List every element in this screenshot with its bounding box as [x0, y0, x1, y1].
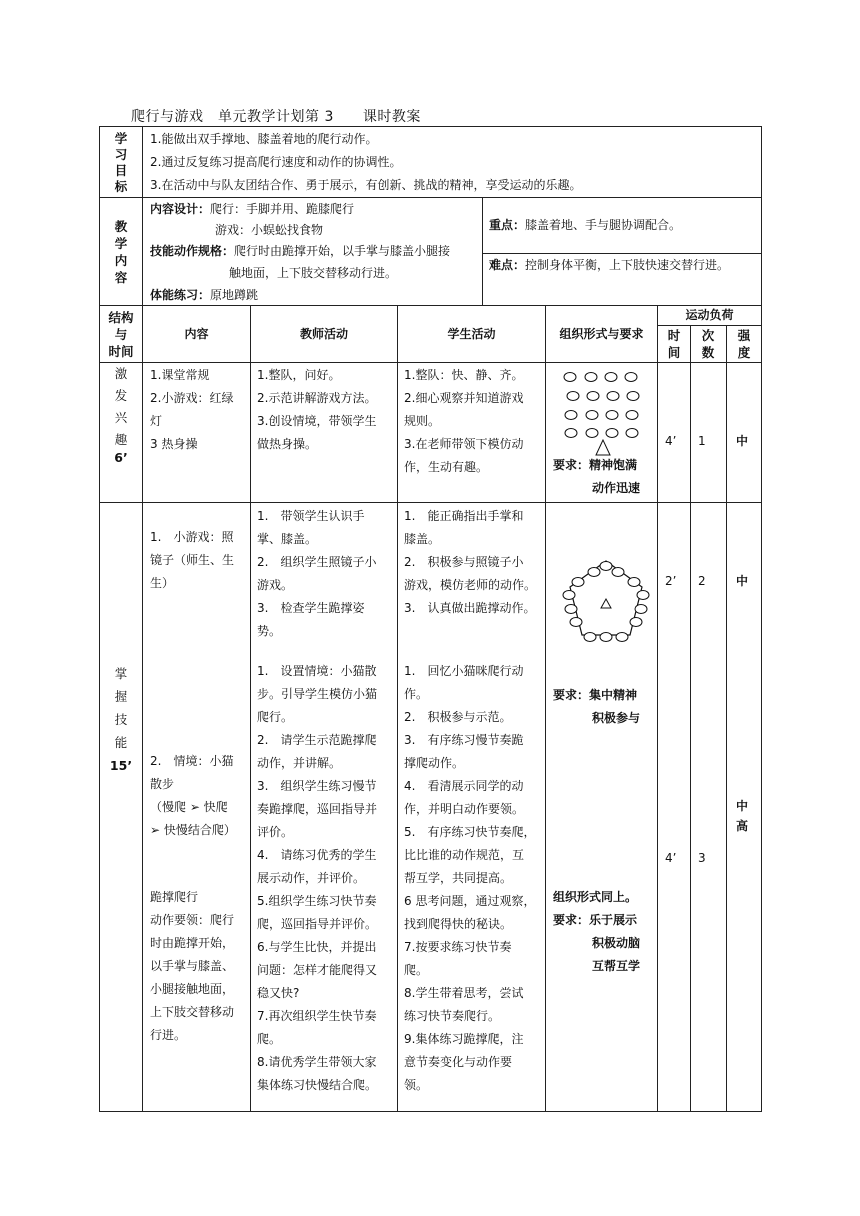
teacher-line: 3. 组织学生练习慢节 [257, 779, 377, 793]
content-line: 灯 [150, 414, 163, 428]
teacher-line: 4. 请练习优秀的学生 [257, 848, 377, 862]
content-line: 3 热身操 [150, 437, 198, 451]
section1-student [404, 364, 523, 479]
header-organization: 组织形式与要求 [559, 327, 644, 341]
teacher-line: 问题：怎样才能爬得又 [257, 963, 378, 977]
content-line: 动作要领：爬行 [150, 913, 235, 927]
student-marker [584, 633, 596, 642]
design-text-1: 爬行：手脚并用、跪膝爬行 [210, 202, 355, 216]
content-label [111, 218, 131, 286]
teacher-line: 掌、膝盖。 [257, 532, 318, 546]
student-marker [616, 633, 628, 642]
skill-line-1 [150, 240, 450, 263]
content-line: 小腿接触地面， [150, 982, 235, 996]
teacher-line: 做热身操。 [257, 437, 318, 451]
section2-content-a [150, 526, 234, 595]
teacher-line: 8.请优秀学生带领大家 [257, 1055, 377, 1069]
header-text: 时 [667, 328, 681, 343]
student-marker [628, 578, 640, 587]
student-line: 规则。 [404, 414, 441, 428]
student-marker [586, 411, 598, 420]
difficulty-point [489, 254, 729, 277]
teacher-line: 势。 [257, 624, 282, 638]
section2-time-a: 2’ [665, 574, 677, 588]
label-char: 发 [114, 388, 128, 403]
student-marker [587, 392, 599, 401]
label-char: 内 [114, 253, 128, 268]
section1-count: 1 [698, 434, 706, 448]
teacher-line: 展示动作，并评价。 [257, 871, 366, 885]
content-line: 生） [150, 576, 175, 590]
teacher-line: 步。引导学生模仿小猫 [257, 687, 378, 701]
label-char: 兴 [114, 410, 128, 425]
label-char: 学 [114, 131, 128, 146]
student-marker [586, 429, 598, 438]
student-marker [570, 618, 582, 627]
requirement-text: 精神饱满 [589, 458, 638, 472]
student-line: 3. 有序练习慢节奏跪 [404, 733, 524, 747]
teacher-line: 游戏。 [257, 578, 294, 592]
formation-pentagon-diagram [558, 555, 654, 647]
content-line: 时由跪撑开始， [150, 936, 235, 950]
student-line: 帮互学，共同提高。 [404, 871, 513, 885]
section2-count-b: 3 [698, 851, 706, 865]
section2-requirement-b [553, 909, 637, 932]
teacher-line: 2. 组织学生照镜子小 [257, 555, 377, 569]
student-marker [605, 373, 617, 382]
content-line: 1.课堂常规 [150, 368, 210, 382]
section1-intensity: 中 [736, 434, 749, 448]
skill-text-1: 爬行时由跪撑开始，以手掌与膝盖小腿接 [234, 244, 451, 258]
student-marker [600, 562, 612, 571]
student-marker [564, 373, 576, 382]
content-line: 镜子（师生、生 [150, 553, 235, 567]
header-text: 时间 [108, 344, 134, 359]
student-marker [600, 633, 612, 642]
requirement-label: 要求： [553, 913, 590, 927]
section2-requirement-a-2: 积极参与 [592, 711, 641, 725]
design-label: 内容设计： [150, 202, 211, 216]
student-line: 比比谁的动作规范，互 [404, 848, 525, 862]
header-text: 数 [701, 345, 715, 360]
student-line: 7.按要求练习快节奏 [404, 940, 512, 954]
student-line: 作，生动有趣。 [404, 460, 489, 474]
section2-intensity-b: 中 高 [736, 799, 749, 833]
student-line: 3. 认真做出跪撑动作。 [404, 601, 536, 615]
skill-line-2: 触地面，上下肢交替移动行进。 [229, 266, 398, 280]
section2-requirement-b-3: 互帮互学 [592, 959, 641, 973]
student-line: 爬。 [404, 963, 429, 977]
header-count [698, 327, 718, 361]
teacher-line: 7.再次组织学生快节奏 [257, 1009, 377, 1023]
teacher-line: 爬，巡回指导并评价。 [257, 917, 378, 931]
student-line: 练习快节奏爬行。 [404, 1009, 501, 1023]
design-line-1 [150, 198, 354, 221]
label-char: 习 [114, 147, 128, 162]
teacher-line: 稳又快? [257, 986, 300, 1000]
objective-item: 1.能做出双手撑地、膝盖着地的爬行动作。 [150, 132, 378, 146]
section-duration: 6’ [114, 450, 128, 465]
difficulty-label: 难点： [489, 258, 526, 272]
teacher-line: 爬行。 [257, 710, 294, 724]
student-marker [607, 392, 619, 401]
requirement-text: 乐于展示 [589, 913, 638, 927]
student-marker [612, 568, 624, 577]
fitness-label: 体能练习： [150, 288, 211, 302]
student-line: 5. 有序练习快节奏爬， [404, 825, 536, 839]
content-line: 跪撑爬行 [150, 890, 199, 904]
header-text: 度 [737, 345, 751, 360]
student-line: 1. 回忆小猫咪爬行动 [404, 664, 524, 678]
label-char: 能 [114, 735, 128, 750]
label-char: 容 [114, 270, 128, 285]
teacher-line: 奏跪撑爬，巡回指导并 [257, 802, 378, 816]
section1-content [150, 364, 233, 456]
label-char: 目 [114, 163, 128, 178]
header-intensity [734, 327, 754, 361]
label-char: 教 [114, 219, 128, 234]
student-marker [637, 591, 649, 600]
section2-count-a: 2 [698, 574, 706, 588]
header-structure [101, 309, 141, 360]
section2-label [106, 662, 136, 777]
label-char: 握 [114, 689, 128, 704]
objective-item: 3.在活动中与队友团结合作、勇于展示，有创新、挑战的精神，享受运动的乐趣。 [150, 178, 582, 192]
student-line: 膝盖。 [404, 532, 441, 546]
student-marker [565, 429, 577, 438]
teacher-line: 1. 设置情境：小猫散 [257, 664, 377, 678]
content-line: 2. 情境：小猫 [150, 754, 234, 768]
teacher-line: 3.创设情境，带领学生 [257, 414, 377, 428]
header-student: 学生活动 [447, 327, 496, 341]
label-char: 学 [114, 236, 128, 251]
teacher-marker [601, 599, 611, 608]
section2-student-b [404, 660, 535, 1097]
label-char: 掌 [114, 666, 128, 681]
section1-requirement [553, 454, 637, 477]
header-text: 强 [737, 328, 751, 343]
student-line: 1.整队：快、静、齐。 [404, 368, 524, 382]
teacher-line: 动作，并讲解。 [257, 756, 342, 770]
student-marker [606, 411, 618, 420]
section2-requirement-a [553, 684, 637, 707]
student-marker [606, 429, 618, 438]
section-duration: 15’ [109, 758, 133, 773]
student-marker [630, 618, 642, 627]
teacher-line: 评价。 [257, 825, 294, 839]
fitness-text: 原地蹲跳 [210, 288, 259, 302]
label-char: 标 [114, 179, 128, 194]
student-marker [627, 392, 639, 401]
objectives-label [111, 131, 131, 195]
content-line: 行进。 [150, 1028, 187, 1042]
requirement-text: 集中精神 [589, 688, 638, 702]
content-line: ➢ 快慢结合爬） [150, 823, 236, 837]
label-char: 技 [114, 712, 128, 727]
objective-item: 2.通过反复练习提高爬行速度和动作的协调性。 [150, 155, 402, 169]
key-label: 重点： [489, 218, 526, 232]
teacher-line: 集体练习快慢结合爬。 [257, 1078, 378, 1092]
student-marker [626, 411, 638, 420]
label-char: 趣 [114, 432, 128, 447]
section2-student-a [404, 505, 536, 620]
student-line: 撑爬动作。 [404, 756, 465, 770]
section2-content-c [150, 886, 234, 1047]
section2-intensity-a: 中 [736, 574, 749, 588]
student-line: 8.学生带着思考，尝试 [404, 986, 524, 1000]
header-time [664, 327, 684, 361]
section2-requirement-b-2: 积极动脑 [592, 936, 641, 950]
section1-label [106, 363, 136, 465]
section1-time: 4’ [665, 434, 677, 448]
header-text: 次 [701, 328, 715, 343]
student-marker [585, 373, 597, 382]
student-line: 2. 积极参与示范。 [404, 710, 512, 724]
student-line: 9.集体练习跪撑爬，注 [404, 1032, 524, 1046]
student-marker [565, 605, 577, 614]
student-line: 作。 [404, 687, 429, 701]
teacher-line: 3. 检查学生跪撑姿 [257, 601, 365, 615]
section2-teacher-b [257, 660, 377, 1097]
formation-grid-diagram [560, 370, 650, 460]
teacher-line: 爬。 [257, 1032, 282, 1046]
label-char: 激 [114, 366, 128, 381]
student-line: 2.细心观察并知道游戏 [404, 391, 524, 405]
student-line: 意节奏变化与动作要 [404, 1055, 513, 1069]
content-line: 1. 小游戏：照 [150, 530, 234, 544]
student-line: 找到爬得快的秘诀。 [404, 917, 513, 931]
teacher-line: 1.整队，问好。 [257, 368, 341, 382]
section2-content-b [150, 750, 236, 842]
student-marker [635, 605, 647, 614]
header-text: 与 [114, 327, 128, 342]
student-marker [565, 411, 577, 420]
content-line: （慢爬 ➢ 快爬 [150, 800, 228, 814]
student-line: 6 思考问题，通过观察， [404, 894, 536, 908]
section1-requirement-2: 动作迅速 [592, 481, 641, 495]
header-teacher: 教师活动 [299, 327, 348, 341]
key-point [489, 214, 681, 237]
student-marker [588, 568, 600, 577]
content-line: 2.小游戏：红绿 [150, 391, 234, 405]
header-text: 结构 [108, 310, 134, 325]
content-line: 以手掌与膝盖、 [150, 959, 235, 973]
section2-teacher-a [257, 505, 376, 643]
student-line: 4. 看清展示同学的动 [404, 779, 524, 793]
teacher-line: 2. 请学生示范跪撑爬 [257, 733, 377, 747]
teacher-line: 6.与学生比快，并提出 [257, 940, 377, 954]
design-line-2: 游戏：小蜈蚣找食物 [215, 223, 324, 237]
student-marker [626, 429, 638, 438]
student-marker [567, 392, 579, 401]
student-marker [572, 578, 584, 587]
student-line: 作，并明白动作要领。 [404, 802, 525, 816]
header-load: 运动负荷 [685, 308, 734, 322]
teacher-line: 1. 带领学生认识手 [257, 509, 365, 523]
requirement-label: 要求： [553, 458, 590, 472]
key-text: 膝盖着地、手与腿协调配合。 [525, 218, 682, 232]
student-line: 游戏，模仿老师的动作。 [404, 578, 537, 592]
student-line: 领。 [404, 1078, 429, 1092]
teacher-line: 5.组织学生练习快节奏 [257, 894, 377, 908]
student-line: 2. 积极参与照镜子小 [404, 555, 524, 569]
student-marker [563, 591, 575, 600]
skill-label: 技能动作规格： [150, 244, 235, 258]
header-content: 内容 [184, 327, 209, 341]
section2-organization-b: 组织形式同上。 [553, 890, 638, 904]
page-title: 爬行与游戏 单元教学计划第 3 课时教案 [131, 109, 421, 125]
section2-time-b: 4’ [665, 851, 677, 865]
student-line: 3.在老师带领下模仿动 [404, 437, 524, 451]
teacher-marker [596, 440, 610, 455]
student-line: 1. 能正确指出手掌和 [404, 509, 524, 523]
content-line: 散步 [150, 777, 175, 791]
student-marker [625, 373, 637, 382]
teacher-line: 2.示范讲解游戏方法。 [257, 391, 377, 405]
fitness-line [150, 284, 258, 307]
header-text: 间 [667, 345, 681, 360]
difficulty-text: 控制身体平衡，上下肢快速交替行进。 [525, 258, 730, 272]
requirement-label: 要求： [553, 688, 590, 702]
section1-teacher [257, 364, 376, 456]
content-line: 上下肢交替移动 [150, 1005, 235, 1019]
